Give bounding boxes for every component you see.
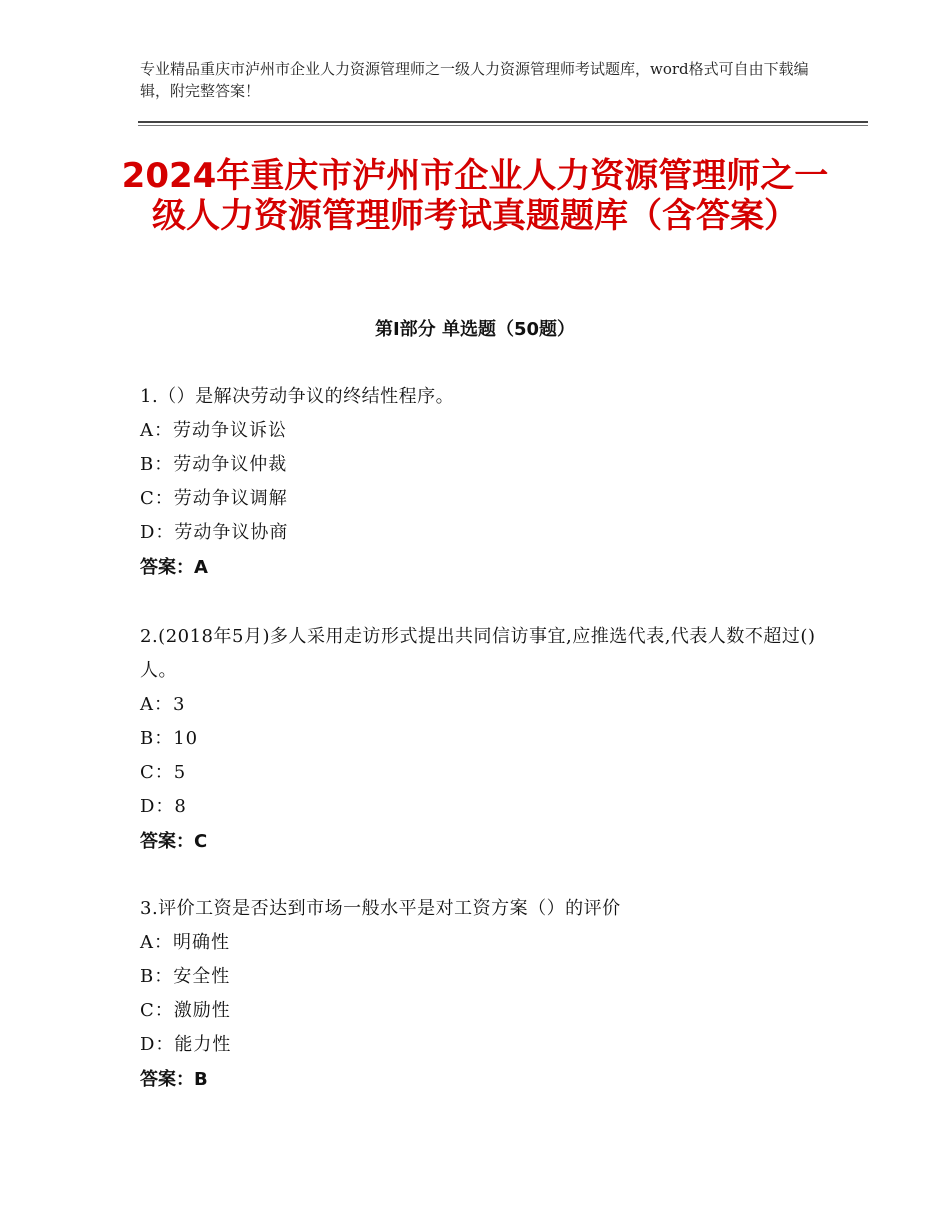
option-c: C：5 xyxy=(140,762,187,783)
option-a: A：劳动争议诉讼 xyxy=(140,420,287,441)
section-heading: 第Ⅰ部分 单选题（50题） xyxy=(374,319,575,340)
header-divider xyxy=(138,121,868,123)
option-a: A：明确性 xyxy=(140,932,230,953)
option-b: B：10 xyxy=(140,728,199,749)
answer: 答案：B xyxy=(140,1069,208,1090)
answer: 答案：A xyxy=(140,557,208,578)
option-a: A：3 xyxy=(140,694,186,715)
option-d: D：8 xyxy=(140,796,187,817)
option-d: D：劳动争议协商 xyxy=(140,522,289,543)
option-b: B：安全性 xyxy=(140,966,231,987)
question-3 xyxy=(140,892,820,1098)
option-b: B：劳动争议仲裁 xyxy=(140,454,288,475)
question-stem: 2.(2018年5月)多人采用走访形式提出共同信访事宜,应推选代表,代表人数不超过()人。 xyxy=(140,626,816,681)
question-2 xyxy=(140,620,820,860)
document-title: 2024年重庆市泸州市企业人力资源管理师之一级人力资源管理师考试真题题库（含答案） xyxy=(121,156,829,236)
answer: 答案：C xyxy=(140,831,208,852)
option-c: C：激励性 xyxy=(140,1000,231,1021)
question-stem: 3.评价工资是否达到市场一般水平是对工资方案（）的评价 xyxy=(140,898,621,919)
question-stem: 1.（）是解决劳动争议的终结性程序。 xyxy=(140,386,455,407)
option-c: C：劳动争议调解 xyxy=(140,488,288,509)
header-divider-thin xyxy=(138,125,868,126)
header-note: 专业精品重庆市泸州市企业人力资源管理师之一级人力资源管理师考试题库，word格式可自由下载编辑，附完整答案！ xyxy=(140,60,809,100)
question-1 xyxy=(140,380,820,586)
option-d: D：能力性 xyxy=(140,1034,232,1055)
